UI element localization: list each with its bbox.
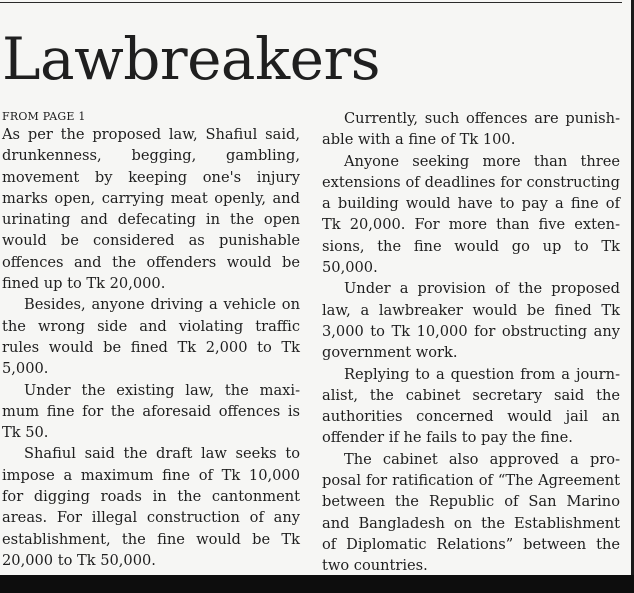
paragraph: As per the proposed law, Shafiul said, drunkenness, begging, gambling, movement by keeping one's injury marks open, carrying meat openly, and urinating and defecating in the open would be considered as punishable offences and the offenders would be fined up to Tk 20,000. (2, 126, 300, 293)
paragraph: The cabinet also approved a proposal for ratification of “The Agreement between the Republic of San Marino and Bangladesh on the Establishment of Diplomatic Relations” between the two countries. (322, 450, 620, 575)
top-rule (0, 2, 622, 3)
paragraph: Shafiul said the draft law seeks to impose a maximum fine of Tk 10,000 for digging roads in the cantonment areas. For illegal construction of any establishment, the fine would be Tk 20,000 to Tk 50,000. (2, 445, 300, 569)
article-column-right (322, 108, 620, 577)
article-column-left (2, 110, 300, 571)
paragraph: Anyone seeking more than three extensions of deadlines for constructing a building would have to pay a fine of Tk 20,000. For more than five extensions, the fine would go up to Tk 50,000. (322, 152, 620, 277)
paragraph: Besides, anyone driving a vehicle on the wrong side and violating traffic rules would be fined Tk 2,000 to Tk 5,000. (2, 296, 300, 378)
paragraph: Currently, such offences are punishable with a fine of Tk 100. (322, 110, 620, 149)
paragraph: Under a provision of the proposed law, a lawbreaker would be fined Tk 3,000 to Tk 10,000 for obstructing any government work. (322, 280, 620, 362)
bottom-black-bar (0, 575, 634, 593)
paragraph: Under the existing law, the maximum fine for the aforesaid offences is Tk 50. (2, 381, 300, 442)
jump-line: FROM PAGE 1 (2, 110, 86, 123)
paragraph: Replying to a question from a journalist, the cabinet secretary said the authorities concerned would jail an offender if he fails to pay the fine. (322, 365, 620, 447)
headline: Lawbreakers (2, 25, 380, 93)
